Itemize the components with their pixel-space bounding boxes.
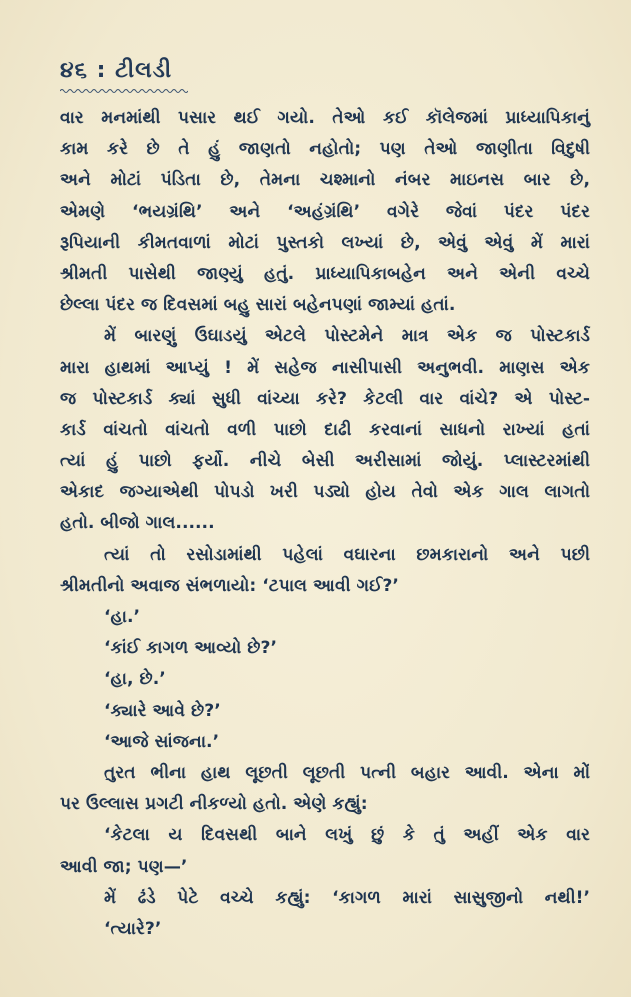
text-line: મેં ઢંડે પેટે વચ્ચે કહ્યું: ‘કાગળ મારાં સાસુજીનો નથી!’ bbox=[104, 887, 590, 908]
text-line: વાર મનમાંથી પસાર થઈ ગયો. તેઓ કઈ કૉલેજમાં પ્રાધ્યાપિકાનું bbox=[60, 108, 590, 128]
text-line: મારા હાથમાં આપ્યું ! મેં સહેજ નાસીપાસી અનુભવી. માણસ એક bbox=[60, 357, 590, 378]
text-line: ત્યાં હું પાછો ફર્યો. નીચે બેસી અરીસામાં જોયું. પ્લાસ્ટરમાંથી bbox=[60, 451, 590, 472]
body-text bbox=[60, 103, 590, 945]
text-line: ‘હા, છે.’ bbox=[104, 669, 166, 690]
text-line: રૂપિયાની કીમતવાળાં મોટાં પુસ્તકો લખ્યાં છે, એવું એવું મેં મારાં bbox=[60, 232, 590, 253]
text-line: અને મોટાં પંડિતા છે, તેમના ચશ્માનો નંબર માઇનસ બાર છે, bbox=[60, 170, 590, 191]
text-line: કાર્ડ વાંચતો વાંચતો વળી પાછો દાઢી કરવાનાં સાધનો રાખ્યાં હતાં bbox=[60, 419, 590, 440]
text-line: મેં બારણું ઉઘાડયું એટલે પોસ્ટમેને માત્ર એક જ પોસ્ટકાર્ડ bbox=[104, 326, 590, 347]
text-line: ‘આજે સાંજના.’ bbox=[104, 731, 220, 752]
text-line: ‘કેટલા ય દિવસથી બાને લખું છું કે તું અહીં એક વાર bbox=[104, 825, 590, 846]
text-line: કામ કરે છે તે હું જાણતો નહોતો; પણ તેઓ જાણીતા વિદુષી bbox=[60, 139, 590, 160]
text-line: ‘કાંઈ કાગળ આવ્યો છે?’ bbox=[104, 638, 278, 659]
text-line: ત્યાં તો રસોડામાંથી પહેલાં વઘારના છમકારાનો અને પછી bbox=[104, 544, 590, 565]
text-line: હતો. બીજો ગાલ...... bbox=[60, 513, 215, 534]
text-line: ‘ત્યારે?’ bbox=[104, 918, 162, 939]
text-line: પર ઉલ્લાસ પ્રગટી નીકળ્યો હતો. એણે કહ્યું: bbox=[60, 794, 368, 815]
text-line: એકાદ જગ્યાએથી પોપડો ખરી પડ્યો હોય તેવો એક ગાલ લાગતો bbox=[60, 482, 590, 503]
text-line: શ્રીમતીનો અવાજ સંભળાયો: ‘ટપાલ આવી ગઈ?’ bbox=[60, 575, 399, 596]
text-line: આવી જા; પણ—’ bbox=[60, 856, 188, 877]
text-line: તુરત ભીના હાથ લૂછતી લૂછતી પત્ની બહાર આવી. એના મોં bbox=[104, 762, 590, 783]
header-wavy-rule bbox=[60, 88, 188, 94]
text-line: એમણે ‘ભયગ્રંથિ’ અને ‘અહંગ્રંથિ’ વગેરે જેવાં પંદર પંદર bbox=[60, 201, 590, 222]
text-line: જ પોસ્ટકાર્ડ ક્યાં સુધી વાંચ્યા કરે? કેટલી વાર વાંચે? એ પોસ્ટ- bbox=[60, 388, 590, 409]
text-line: છેલ્લા પંદર જ દિવસમાં બહુ સારાં બહેનપણાં જામ્યાં હતાં. bbox=[60, 295, 456, 316]
text-line: શ્રીમતી પાસેથી જાણ્યું હતું. પ્રાધ્યાપિકાબહેન અને એની વચ્ચે bbox=[60, 263, 590, 284]
text-line: ‘હા.’ bbox=[104, 607, 141, 627]
page-header: ૪૬ : ટીલડી bbox=[60, 58, 173, 83]
text-line: ‘ક્યારે આવે છે?’ bbox=[104, 700, 221, 721]
